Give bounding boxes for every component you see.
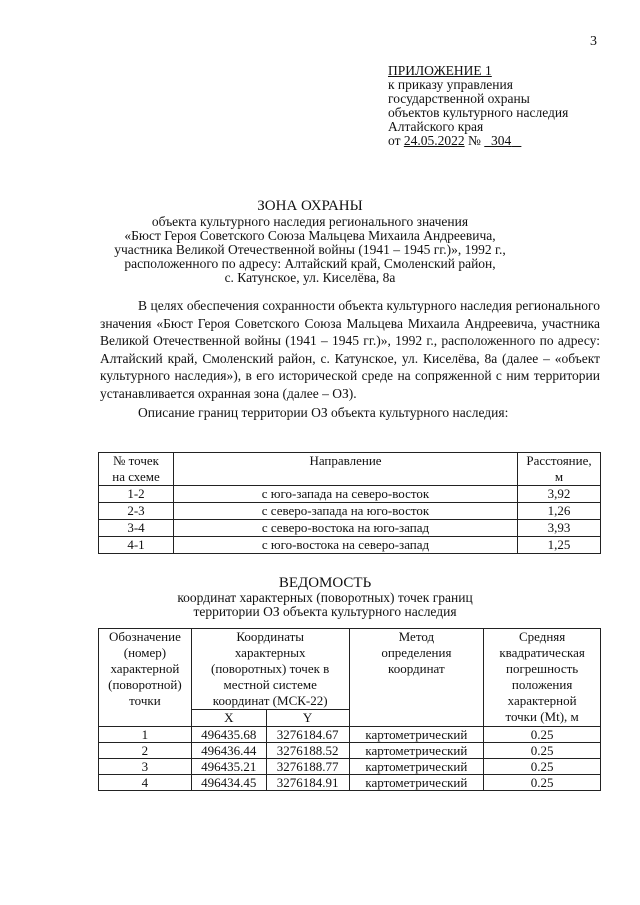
cell-distance: 1,26 xyxy=(518,503,601,520)
cell-x: 496434.45 xyxy=(191,775,266,791)
order-number xyxy=(484,133,521,148)
header-text: Расстояние, xyxy=(526,453,592,468)
cell-method: картометрический xyxy=(349,759,484,775)
boundary-table xyxy=(98,452,601,554)
header-text: (поворотных) точек в xyxy=(211,661,330,676)
header-text: характерной xyxy=(110,661,180,676)
cell-number: 3 xyxy=(99,759,192,775)
cell-direction: с юго-запада на северо-восток xyxy=(174,486,518,503)
header-points xyxy=(99,453,174,486)
header-text: координат xyxy=(388,661,445,676)
header-text: Обозначение xyxy=(109,629,181,644)
header-distance xyxy=(518,453,601,486)
cell-points: 1-2 xyxy=(99,486,174,503)
header-text: м xyxy=(554,469,564,484)
table-row xyxy=(99,486,601,503)
header-text: Метод xyxy=(398,629,435,644)
appendix-block xyxy=(388,64,628,148)
vedomost-line: координат характерных (поворотных) точек границ xyxy=(177,590,473,605)
header-designation xyxy=(99,629,192,727)
title-main: ЗОНА ОХРАНЫ xyxy=(257,198,363,214)
table-row xyxy=(99,537,601,554)
header-text: № точек xyxy=(113,453,159,468)
order-date: 24.05.2022 xyxy=(403,133,465,148)
header-text: (поворотной) xyxy=(108,677,182,692)
appendix-heading: ПРИЛОЖЕНИЕ 1 xyxy=(388,63,492,78)
document-title xyxy=(100,198,520,285)
title-line: расположенного по адресу: Алтайский край, Смоленский район, xyxy=(124,256,496,271)
header-coords xyxy=(191,629,349,710)
title-line: объекта культурного наследия регионального значения xyxy=(151,214,469,229)
appendix-line: к приказу управления xyxy=(388,77,513,92)
cell-y: 3276188.77 xyxy=(266,759,349,775)
cell-distance: 3,92 xyxy=(518,486,601,503)
appendix-line: Алтайского края xyxy=(388,119,484,134)
header-text: (номер) xyxy=(123,645,167,660)
vedomost-line: территории ОЗ объекта культурного наследия xyxy=(193,604,457,619)
cell-number: 2 xyxy=(99,743,192,759)
header-text: Средняя xyxy=(518,629,566,644)
appendix-date-line xyxy=(388,134,628,148)
cell-direction: с северо-востока на юго-запад xyxy=(174,520,518,537)
table-row xyxy=(99,503,601,520)
header-text: местной системе xyxy=(223,677,317,692)
table-row xyxy=(99,775,601,791)
header-text: характерной xyxy=(507,693,577,708)
order-number-value: 304 xyxy=(491,133,512,148)
cell-distance: 3,93 xyxy=(518,520,601,537)
cell-method: картометрический xyxy=(349,775,484,791)
main-paragraph: В целях обеспечения сохранности объекта культурного наследия регионального значения «Бюст Героя Советского Союза Мальцева Михаила Андреевича, участника Великой Отечественной войны (1941 – 1945 гг.)», 1992 г., расположенного по адресу: Алтайский край, Смоленский район, с. Катунское, ул. Киселёва, 8а (далее – «объект культурного наследия»), в его исторической среде на сопряженной с ним территории устанавливается охранная зона (далее – ОЗ). xyxy=(100,298,600,401)
table-row xyxy=(99,759,601,775)
header-text: Координаты xyxy=(236,629,305,644)
number-sign: № xyxy=(467,133,481,148)
cell-y: 3276184.91 xyxy=(266,775,349,791)
cell-y: 3276184.67 xyxy=(266,727,349,743)
title-line: участника Великой Отечественной войны (1941 – 1945 гг.)», 1992 г., xyxy=(114,242,506,257)
cell-number: 4 xyxy=(99,775,192,791)
coords-header-row xyxy=(99,629,601,710)
cell-y: 3276188.52 xyxy=(266,743,349,759)
header-text: погрешность xyxy=(506,661,579,676)
header-x: X xyxy=(191,710,266,727)
header-text: характерных xyxy=(234,645,306,660)
header-direction: Направление xyxy=(174,453,518,486)
title-line: «Бюст Героя Советского Союза Мальцева Михаила Андреевича, xyxy=(124,228,496,243)
cell-number: 1 xyxy=(99,727,192,743)
cell-points: 4-1 xyxy=(99,537,174,554)
table-row xyxy=(99,727,601,743)
cell-direction: с северо-запада на юго-восток xyxy=(174,503,518,520)
header-text: точки (Mt), м xyxy=(505,709,579,724)
cell-method: картометрический xyxy=(349,743,484,759)
header-text: квадратическая xyxy=(499,645,585,660)
title-line: с. Катунское, ул. Киселёва, 8а xyxy=(224,270,396,285)
header-text: на схеме xyxy=(112,469,160,484)
table-row xyxy=(99,743,601,759)
cell-distance: 1,25 xyxy=(518,537,601,554)
appendix-line: государственной охраны xyxy=(388,91,530,106)
cell-direction: с юго-востока на северо-запад xyxy=(174,537,518,554)
cell-method: картометрический xyxy=(349,727,484,743)
cell-points: 3-4 xyxy=(99,520,174,537)
table-header-row xyxy=(99,453,601,486)
vedomost-title: ВЕДОМОСТЬ xyxy=(278,575,372,591)
cell-mt: 0.25 xyxy=(484,727,601,743)
header-y: Y xyxy=(266,710,349,727)
cell-x: 496435.21 xyxy=(191,759,266,775)
cell-mt: 0.25 xyxy=(484,775,601,791)
body-text xyxy=(100,297,600,422)
header-text: точки xyxy=(129,693,161,708)
coordinates-table xyxy=(98,628,601,791)
cell-x: 496435.68 xyxy=(191,727,266,743)
vedomost-heading xyxy=(140,575,510,619)
table-row xyxy=(99,520,601,537)
cell-mt: 0.25 xyxy=(484,759,601,775)
page-number: 3 xyxy=(590,34,597,49)
appendix-line: объектов культурного наследия xyxy=(388,105,569,120)
header-error xyxy=(484,629,601,727)
header-method xyxy=(349,629,484,727)
cell-mt: 0.25 xyxy=(484,743,601,759)
date-prefix: от xyxy=(388,133,401,148)
description-line: Описание границ территории ОЗ объекта культурного наследия: xyxy=(138,405,509,420)
cell-points: 2-3 xyxy=(99,503,174,520)
header-text: определения xyxy=(381,645,452,660)
header-text: координат (МСК-22) xyxy=(212,693,328,708)
header-text: положения xyxy=(511,677,573,692)
cell-x: 496436.44 xyxy=(191,743,266,759)
